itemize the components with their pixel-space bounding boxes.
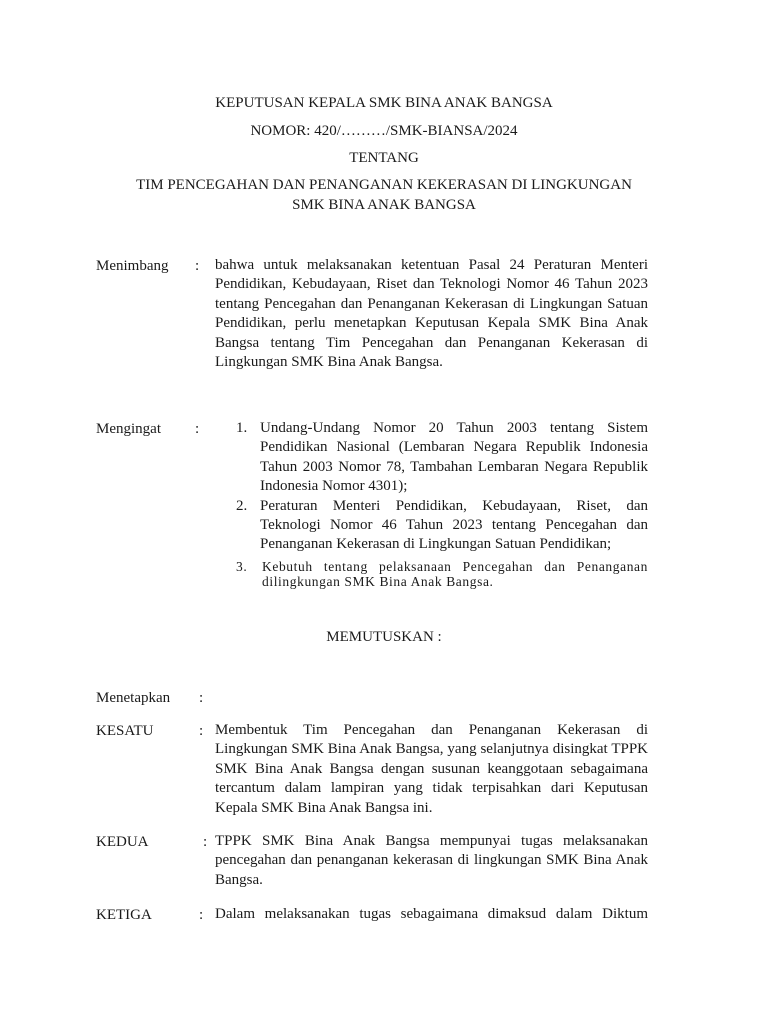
menimbang-colon: : (195, 258, 200, 274)
menetapkan-label: Menetapkan (96, 690, 171, 706)
list-item-number: 1. (236, 420, 248, 436)
list-item (236, 419, 648, 497)
mengingat-label: Mengingat (96, 421, 161, 437)
mengingat-list (236, 419, 648, 589)
decree-number: NOMOR: 420/………/SMK-BIANSA/2024 (250, 123, 518, 139)
menetapkan-colon: : (199, 690, 204, 706)
memutuskan-heading: MEMUTUSKAN : (326, 629, 442, 645)
ketiga-colon: : (199, 907, 204, 923)
list-item-number: 2. (236, 497, 248, 514)
about-heading: TENTANG (349, 150, 419, 166)
kesatu-colon: : (199, 723, 204, 739)
decree-subject-line-1: TIM PENCEGAHAN DAN PENANGANAN KEKERASAN DI LINGKUNGAN (136, 177, 632, 193)
list-item-text: Peraturan Menteri Pendidikan, Kebudayaan, Riset, dan Teknologi Nomor 46 Tahun 2023 tentang Pencegahan dan Penanganan Kekerasan di Lingkungan Satuan Pendidikan; (260, 497, 648, 553)
menimbang-text: bahwa untuk melaksanakan ketentuan Pasal 24 Peraturan Menteri Pendidikan, Kebudayaan, Riset dan Teknologi Nomor 46 Tahun 2023 tentang Pencegahan dan Penanganan Kekerasan di Lingkungan Satuan Pendidikan, perlu menetapkan Keputusan Kepala SMK Bina Anak Bangsa tentang Tim Pencegahan dan Penanganan Kekerasan di Lingkungan SMK Bina Anak Bangsa. (215, 257, 648, 371)
ketiga-label: KETIGA (96, 907, 152, 923)
list-item-text: Undang-Undang Nomor 20 Tahun 2003 tentang Sistem Pendidikan Nasional (Lembaran Negara Republik Indonesia Tahun 2003 Nomor 78, Tambahan Lembaran Negara Republik Indonesia Nomor 4301); (260, 420, 648, 495)
decree-subject-line-2: SMK BINA ANAK BANGSA (292, 197, 476, 213)
decree-title: KEPUTUSAN KEPALA SMK BINA ANAK BANGSA (215, 95, 553, 111)
list-item-text: Kebutuh tentang pelaksanaan Pencegahan dan Penanganan dilingkungan SMK Bina Anak Bangsa. (262, 558, 648, 589)
kesatu-label: KESATU (96, 723, 154, 739)
list-item-number: 3. (236, 558, 248, 574)
kedua-colon: : (203, 834, 208, 850)
kesatu-text: Membentuk Tim Pencegahan dan Penanganan Kekerasan di Lingkungan SMK Bina Anak Bangsa, yang selanjutnya disingkat TPPK SMK Bina Anak Bangsa dengan susunan keanggotaan sebagaimana tercantum dalam lampiran yang tidak terpisahkan dari Keputusan Kepala SMK Bina Anak Bangsa ini. (215, 722, 648, 816)
list-item (236, 497, 648, 555)
list-item (236, 559, 648, 589)
kedua-text: TPPK SMK Bina Anak Bangsa mempunyai tugas melaksanakan pencegahan dan penanganan kekerasan di lingkungan SMK Bina Anak Bangsa. (215, 833, 648, 888)
kedua-label: KEDUA (96, 834, 149, 850)
menimbang-label: Menimbang (96, 258, 169, 274)
mengingat-colon: : (195, 421, 200, 437)
ketiga-text: Dalam melaksanakan tugas sebagaimana dimaksud dalam Diktum (215, 906, 648, 922)
